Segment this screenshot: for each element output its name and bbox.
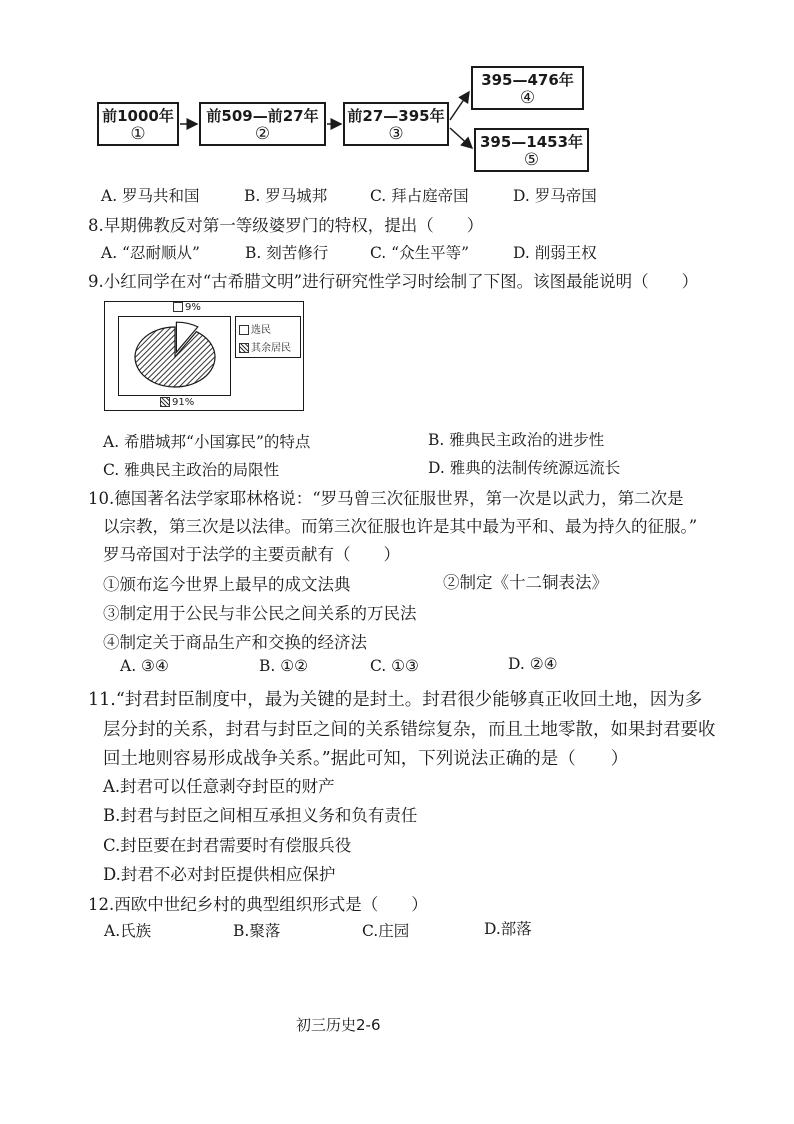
q8-option-a[interactable]: A. “忍耐顺从” [101, 244, 200, 262]
timeline-date: 前1000年 [102, 107, 174, 125]
pie-label-2: 91% [160, 397, 194, 408]
q11-option-a[interactable]: A.封君可以任意剥夺封臣的财产 [103, 777, 335, 796]
pie-slice-others [135, 327, 215, 387]
q10-item-4: ④制定关于商品生产和交换的经济法 [103, 633, 367, 652]
q10-line-3: 罗马帝国对于法学的主要贡献有（ ） [103, 545, 400, 564]
timeline-num: ④ [519, 88, 536, 108]
q10-item-1: ①颁布迄今世界上最早的成文法典 [103, 575, 351, 594]
timeline-option-d[interactable]: D. 罗马帝国 [513, 187, 597, 205]
q9-chart-frame [104, 301, 304, 411]
timeline-date: 前27—395年 [347, 107, 445, 125]
arrow-3-5 [450, 128, 472, 148]
q9-pie-chart [105, 302, 305, 412]
q10-option-d[interactable]: D. ②④ [508, 655, 558, 673]
q8-option-b[interactable]: B. 刻苦修行 [245, 244, 329, 262]
legend-item-others: 其余居民 [239, 339, 291, 354]
q11-line-2: 层分封的关系，封君与封臣之间的关系错综复杂，而且土地零散，如果封君要收 [103, 720, 716, 740]
q8-option-d[interactable]: D. 削弱王权 [513, 244, 597, 262]
q10-item-3: ③制定用于公民与非公民之间关系的万民法 [103, 604, 417, 623]
q9-option-d[interactable]: D. 雅典的法制传统源远流长 [428, 459, 621, 477]
timeline-num: ② [254, 124, 271, 144]
timeline-option-c[interactable]: C. 拜占庭帝国 [370, 187, 469, 205]
q11-line-3: 回土地则容易形成战争关系。”据此可知，下列说法正确的是（ ） [103, 749, 629, 769]
q10-option-c[interactable]: C. ①③ [370, 657, 419, 675]
timeline-arrows [0, 0, 794, 200]
q12-option-c[interactable]: C.庄园 [362, 922, 410, 940]
q9-option-a[interactable]: A. 希腊城邦“小国寡民”的特点 [103, 433, 311, 451]
timeline-date: 395—476年 [481, 71, 574, 89]
q9-option-b[interactable]: B. 雅典民主政治的进步性 [428, 431, 605, 449]
timeline-date: 前509—前27年 [206, 107, 319, 125]
q10-item-2: ②制定《十二铜表法》 [443, 573, 608, 592]
q8-option-c[interactable]: C. “众生平等” [370, 244, 470, 262]
q10-line-1: 10.德国著名法学家耶林格说：“罗马曾三次征服世界，第一次是以武力，第二次是 [88, 489, 684, 508]
q10-option-b[interactable]: B. ①② [259, 657, 309, 675]
q10-line-2: 以宗教，第三次是以法律。而第三次征服也许是其中最为平和、最为持久的征服。” [103, 517, 698, 536]
q11-option-c[interactable]: C.封臣要在封君需要时有偿服兵役 [103, 836, 352, 855]
timeline-num: ⑤ [523, 150, 540, 170]
pie-label-1: 9% [173, 302, 201, 313]
q8-stem: 8.早期佛教反对第一等级婆罗门的特权，提出（ ） [88, 216, 484, 235]
page-footer: 初三历史2-6 [296, 1016, 381, 1034]
q10-option-a[interactable]: A. ③④ [120, 657, 169, 675]
legend-item-voters: 选民 [239, 321, 271, 336]
q11-line-1: 11.“封君封臣制度中，最为关键的是封土。封君很少能够真正收回土地，因为多 [88, 690, 703, 710]
q9-option-c[interactable]: C. 雅典民主政治的局限性 [103, 461, 280, 479]
q11-option-d[interactable]: D.封君不必对封臣提供相应保护 [103, 865, 336, 884]
q12-option-d[interactable]: D.部落 [484, 920, 532, 938]
timeline-option-a[interactable]: A. 罗马共和国 [101, 187, 200, 205]
q9-stem: 9.小红同学在对“古希腊文明”进行研究性学习时绘制了下图。该图最能说明（ ） [88, 272, 699, 291]
q12-stem: 12.西欧中世纪乡村的典型组织形式是（ ） [88, 895, 428, 914]
timeline-num: ① [130, 124, 146, 144]
arrow-3-4 [450, 92, 469, 120]
timeline-num: ③ [388, 124, 404, 144]
timeline-option-b[interactable]: B. 罗马城邦 [244, 187, 328, 205]
q12-option-b[interactable]: B.聚落 [233, 922, 281, 940]
q12-option-a[interactable]: A.氏族 [104, 922, 152, 940]
q11-option-b[interactable]: B.封君与封臣之间相互承担义务和负有责任 [103, 806, 418, 825]
timeline-date: 395—1453年 [479, 133, 584, 151]
